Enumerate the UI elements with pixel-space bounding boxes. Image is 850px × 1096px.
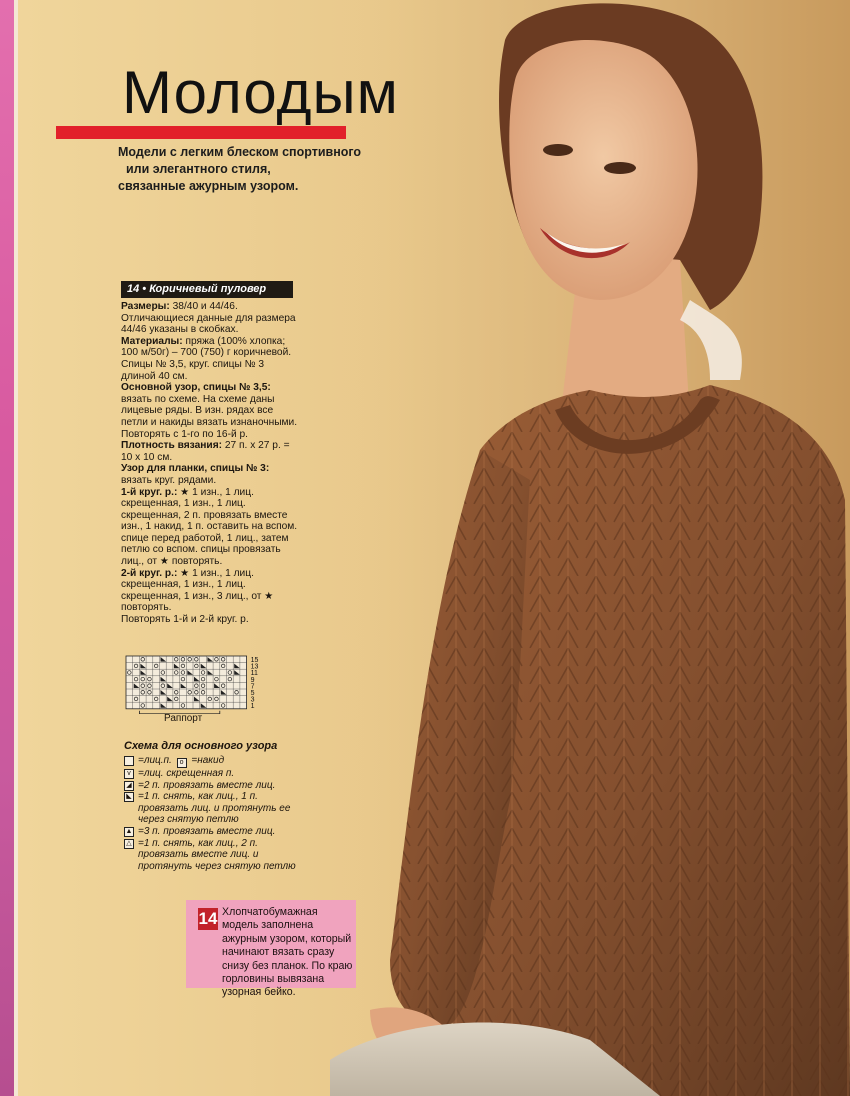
k2tog-icon: ◢ <box>124 781 134 791</box>
chart-row-number: 15 <box>250 657 259 664</box>
sk2p-icon: △ <box>124 839 134 849</box>
materials-label: Материалы: <box>121 335 183 347</box>
band-text: вязать круг. рядами. <box>121 474 217 486</box>
round1-label: 1-й круг. р.: <box>121 486 178 498</box>
k3tog-icon: ▲ <box>125 827 133 835</box>
chart-row-number: 11 <box>250 670 258 678</box>
ssk-icon: ◣ <box>124 792 134 802</box>
sizes-paragraph <box>121 301 299 313</box>
photo-caption-text: Хлопчатобумажная модель заполнена ажурным узором, который начинают вязать сразу снизу без планок. По краю горловины вывязана узорная бейко. <box>222 906 353 999</box>
rapport-label: Раппорт <box>164 713 203 724</box>
page-edge-strip <box>0 0 18 1096</box>
chart-row-number: 13 <box>250 663 259 671</box>
chart-legend <box>124 755 309 872</box>
density-paragraph <box>121 440 299 463</box>
model-photo <box>330 0 850 1096</box>
chart-row-number: 1 <box>250 703 255 711</box>
model-heading: 14 • Коричневый пуловер <box>121 281 293 298</box>
legend-title: Схема для основного узора <box>124 740 278 752</box>
legend-row <box>124 826 309 838</box>
twisted-stitch-icon: v <box>124 769 134 779</box>
chart-row-numbers <box>251 657 259 710</box>
round1-text: ★ 1 изн., 1 лиц. скрещенная, 1 изн., 1 лиц. скрещенная, 2 п. провязать вместе изн., 1 накид, 1 п. оставить на вспом. спице перед работой, 1 лиц., затем петлю со вспом. спицы провязать лиц., от ★ повторять. <box>121 486 298 568</box>
legend-row <box>124 755 309 768</box>
legend-row <box>124 838 309 873</box>
photo-caption-box <box>186 900 356 999</box>
density-text: 27 п. x 27 р. = 10 x 10 см. <box>121 440 290 463</box>
title-accent-bar <box>56 126 346 139</box>
subtitle-line: или элегантного стиля, <box>126 162 271 176</box>
chart-row-number: 5 <box>250 690 255 697</box>
subtitle-line: связанные ажурным узором. <box>118 179 299 193</box>
main-pattern-text: вязать по схеме. На схеме даны лицевые ряды. В изн. рядах все петли и накиды вязать изнаночными. <box>121 393 298 428</box>
band-paragraph <box>121 463 299 486</box>
legend-row <box>124 780 309 792</box>
legend-twisted: =лиц. скрещенная п. <box>138 768 235 779</box>
knitting-chart <box>124 654 264 714</box>
chart-grid <box>126 656 247 714</box>
main-pattern-paragraph <box>121 382 299 428</box>
legend-k3tog: =3 п. провязать вместе лиц. <box>138 825 276 837</box>
sizes-note: Отличающиеся данные для размера 44/46 указаны в скобках. <box>121 312 296 336</box>
knit-stitch-icon <box>124 756 134 766</box>
repeat-rows-text: Повторять с 1-го по 16-й р. <box>121 428 248 440</box>
legend-row <box>124 791 309 826</box>
yarn-over-icon: o <box>177 758 187 768</box>
legend-k2tog: =2 п. провязать вместе лиц. <box>138 779 276 791</box>
round2-label: 2-й круг. р.: <box>121 567 178 579</box>
round2-text: ★ 1 изн., 1 лиц. скрещенная, 1 изн., 1 лиц. скрещенная, 1 изн., 3 лиц., от ★ повторять. <box>121 567 274 614</box>
sizes-text: 38/40 и 44/46. <box>169 301 238 312</box>
repeat-rounds-text: Повторять 1-й и 2-й круг. р. <box>121 614 249 626</box>
legend-yo: =накид <box>191 755 225 766</box>
round1-paragraph <box>121 487 299 568</box>
legend-sk2p: =1 п. снять, как лиц., 2 п. провязать вместе лиц. и протянуть через снятую петлю <box>138 837 296 872</box>
main-pattern-label: Основной узор, спицы № 3,5: <box>121 382 271 394</box>
band-label: Узор для планки, спицы № 3: <box>121 463 270 475</box>
chart-row-number: 9 <box>250 676 255 684</box>
density-label: Плотность вязания: <box>121 440 223 452</box>
materials-paragraph <box>121 336 299 382</box>
page-title: Молодым <box>122 59 399 126</box>
page-subtitle <box>118 144 378 195</box>
round2-paragraph <box>121 568 299 614</box>
model-number-badge: 14 <box>198 909 218 928</box>
knitting-instructions <box>121 301 299 626</box>
materials-text: пряжа (100% хлопка; 100 м/50г) – 700 (750) г коричневой. Спицы № 3,5, круг. спицы № 3 длиной 40 см. <box>121 335 292 382</box>
subtitle-line: Модели с легким блеском спортивного <box>118 145 362 159</box>
chart-row-number: 3 <box>250 696 255 704</box>
legend-ssk: =1 п. снять, как лиц., 1 п. провязать лиц. и протянуть ее через снятую петлю <box>138 791 291 826</box>
legend-row <box>124 768 309 780</box>
legend-knit: =лиц.п. <box>138 755 172 766</box>
chart-row-number: 7 <box>250 683 255 691</box>
sizes-label: Размеры: <box>121 301 170 312</box>
